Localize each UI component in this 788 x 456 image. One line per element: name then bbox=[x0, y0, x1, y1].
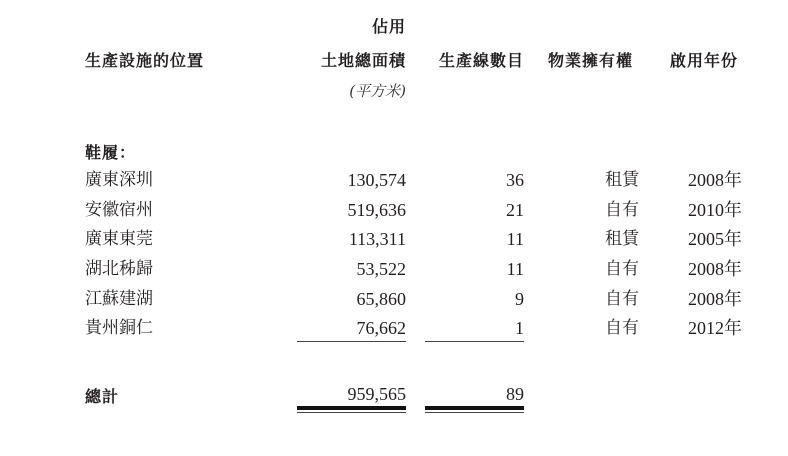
row-year: 2012年 bbox=[688, 318, 742, 338]
row-ownership: 自有 bbox=[605, 318, 639, 338]
section-label-footwear: 鞋履： bbox=[85, 143, 137, 162]
total-double-rule-lines-thick bbox=[425, 406, 524, 410]
row-year: 2005年 bbox=[688, 229, 742, 249]
total-label: 總計 bbox=[85, 387, 120, 406]
row-ownership: 自有 bbox=[605, 289, 639, 309]
row-location: 貴州銅仁 bbox=[85, 318, 153, 338]
row-area: 53,522 bbox=[356, 259, 406, 279]
row-lines: 9 bbox=[515, 289, 524, 309]
row-ownership: 自有 bbox=[605, 200, 639, 220]
row-lines: 11 bbox=[506, 259, 524, 279]
row-location: 安徽宿州 bbox=[85, 200, 153, 220]
row-location: 湖北秭歸 bbox=[85, 259, 153, 279]
row-ownership: 租賃 bbox=[605, 170, 639, 190]
header-area-line1: 佔用 bbox=[371, 17, 406, 36]
row-area: 76,662 bbox=[356, 318, 406, 338]
row-area: 130,574 bbox=[347, 170, 406, 190]
row-location: 江蘇建湖 bbox=[85, 289, 153, 309]
row-ownership: 自有 bbox=[605, 259, 639, 279]
header-location: 生產設施的位置 bbox=[85, 51, 205, 70]
header-production-lines: 生產線數目 bbox=[438, 51, 524, 70]
row-location: 廣東東莞 bbox=[85, 229, 153, 249]
row-lines: 21 bbox=[506, 200, 524, 220]
row-year: 2008年 bbox=[688, 259, 742, 279]
header-area-line2: 土地總面積 bbox=[320, 51, 406, 70]
row-lines: 1 bbox=[515, 318, 524, 338]
row-location: 廣東深圳 bbox=[85, 170, 153, 190]
total-double-rule-lines-thin bbox=[425, 412, 524, 413]
row-area: 65,860 bbox=[356, 289, 406, 309]
row-area: 519,636 bbox=[347, 200, 406, 220]
row-area: 113,311 bbox=[348, 229, 406, 249]
row-lines: 36 bbox=[506, 170, 524, 190]
header-area-unit: (平方米) bbox=[349, 82, 406, 100]
row-year: 2008年 bbox=[688, 289, 742, 309]
row-ownership: 租賃 bbox=[605, 229, 639, 249]
total-double-rule-area-thin bbox=[297, 412, 406, 413]
row-year: 2008年 bbox=[688, 170, 742, 190]
header-year: 啟用年份 bbox=[670, 51, 739, 70]
header-ownership: 物業擁有權 bbox=[548, 51, 634, 70]
total-area: 959,565 bbox=[347, 384, 406, 404]
total-lines: 89 bbox=[506, 384, 524, 404]
row-year: 2010年 bbox=[688, 200, 742, 220]
subtotal-rule-lines bbox=[425, 341, 524, 342]
row-lines: 11 bbox=[506, 229, 524, 249]
subtotal-rule-area bbox=[297, 341, 406, 342]
total-double-rule-area-thick bbox=[297, 406, 406, 410]
